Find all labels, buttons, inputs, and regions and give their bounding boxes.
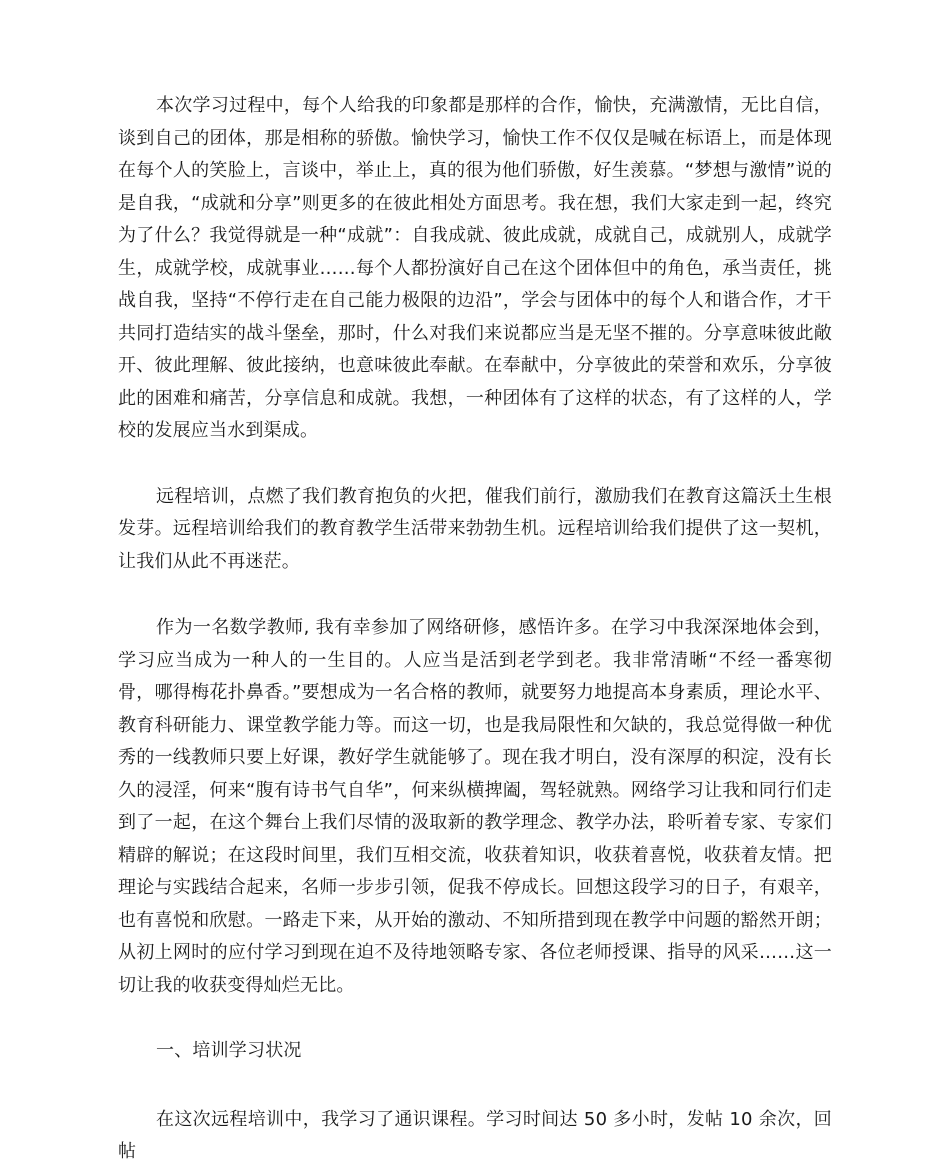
paragraph-remote-training: 远程培训，点燃了我们教育抱负的火把，催我们前行，激励我们在教育这篇沃土生根发芽。远程培训给我们的教育教学生活带来勃勃生机。远程培训给我们提供了这一契机，让我们从此不再迷茫。 bbox=[118, 485, 832, 572]
section-heading-training-status: 一、培训学习状况 bbox=[156, 1040, 302, 1061]
paragraph-math-teacher-reflection: 作为一名数学教师, 我有幸参加了网络研修，感悟许多。在学习中我深深地体会到，学习应当成为一种人的一生目的。人应当是活到老学到老。我非常清晰“不经一番寒彻骨，哪得梅花扑鼻香。”要想成为一名合格的教师，就要努力地提高本身素质，理论水平、教育科研能力、课堂教学能力等。而这一切，也是我局限性和欠缺的，我总觉得做一种优秀的一线教师只要上好课，教好学生就能够了。现在我才明白，没有深厚的积淀，没有长久的浸淫，何来“腹有诗书气自华”，何来纵横捭阖，驾轻就熟。网络学习让我和同行们走到了一起，在这个舞台上我们尽情的汲取新的教学理念、教学办法，聆听着专家、专家们精辟的解说；在这段时间里，我们互相交流，收获着知识，收获着喜悦，收获着友情。把理论与实践结合起来，名师一步步引领，促我不停成长。回想这段学习的日子，有艰辛，也有喜悦和欣慰。一路走下来，从开始的激动、不知所措到现在教学中问题的豁然开朗；从初上网时的应付学习到现在迫不及待地领略专家、各位老师授课、指导的风采……这一切让我的收获变得灿烂无比。 bbox=[118, 617, 832, 996]
document-page bbox=[118, 90, 832, 1169]
paragraph-training-details: 在这次远程培训中，我学习了通识课程。学习时间达 50 多小时，发帖 10 余次，回帖 bbox=[118, 1108, 832, 1162]
paragraph-teamwork: 本次学习过程中，每个人给我的印象都是那样的合作，愉快，充满激情，无比自信，谈到自己的团体，那是相称的骄傲。愉快学习，愉快工作不仅仅是喊在标语上，而是体现在每个人的笑脸上，言谈中，举止上，真的很为他们骄傲，好生羡慕。“梦想与激情”说的是自我，“成就和分享”则更多的在彼此相处方面思考。我在想，我们大家走到一起，终究为了什么？我觉得就是一种“成就”：自我成就、彼此成就，成就自己，成就别人，成就学生，成就学校，成就事业……每个人都扮演好自己在这个团体但中的角色，承当责任，挑战自我，坚持“不停行走在自己能力极限的边沿”，学会与团体中的每个人和谐合作，才干共同打造结实的战斗堡垒，那时，什么对我们来说都应当是无坚不摧的。分享意味彼此敞开、彼此理解、彼此接纳，也意味彼此奉献。在奉献中，分享彼此的荣誉和欢乐，分享彼此的困难和痛苦，分享信息和成就。我想，一种团体有了这样的状态，有了这样的人，学校的发展应当水到渠成。 bbox=[118, 95, 832, 441]
